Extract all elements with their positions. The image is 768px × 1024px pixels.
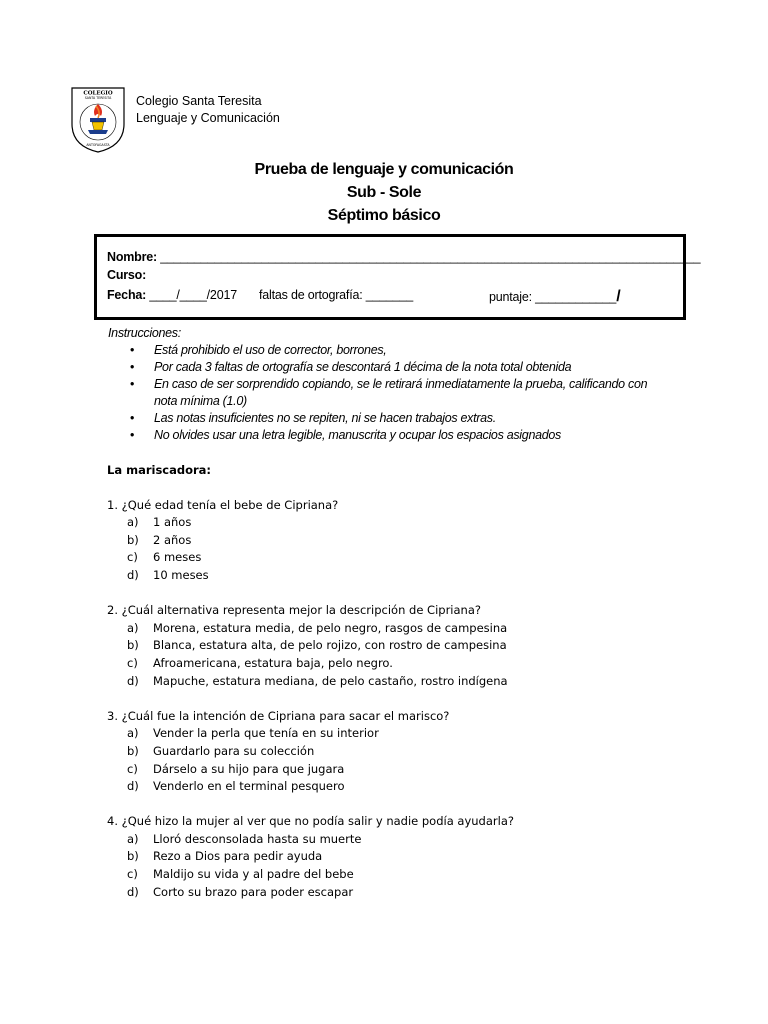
option-text: Morena, estatura media, de pelo negro, rasgos de campesina — [153, 620, 508, 635]
svg-text:COLEGIO: COLEGIO — [83, 90, 113, 97]
option-letter: a) — [127, 515, 139, 530]
question-2 — [107, 602, 707, 690]
option-text: Guardarlo para su colección — [153, 743, 315, 758]
test-title: Prueba de lenguaje y comunicación — [254, 161, 514, 178]
fecha-row — [107, 288, 237, 302]
option-letter: b) — [127, 638, 139, 653]
questions-section — [107, 462, 707, 919]
option-letter: b) — [127, 743, 139, 758]
option-text: Venderlo en el terminal pesquero — [153, 779, 345, 794]
puntaje-field[interactable]: puntaje: ____________ — [489, 290, 617, 304]
option-text: Lloró desconsolada hasta su muerte — [153, 831, 362, 846]
svg-text:ANTOFAGASTA: ANTOFAGASTA — [86, 143, 110, 147]
option-letter: d) — [127, 779, 139, 794]
option-d[interactable] — [107, 673, 707, 691]
option-letter: a) — [127, 831, 139, 846]
option-d[interactable] — [107, 884, 707, 902]
option-text: Mapuche, estatura mediana, de pelo castaño, rostro indígena — [153, 673, 508, 688]
option-a[interactable] — [107, 725, 707, 743]
option-a[interactable] — [107, 831, 707, 849]
option-text: 2 años — [153, 532, 192, 547]
test-grade: Séptimo básico — [327, 207, 441, 224]
option-letter: a) — [127, 726, 139, 741]
option-text: Rezo a Dios para pedir ayuda — [153, 849, 323, 864]
nombre-field[interactable]: ________________________________________________________________________________ — [160, 250, 701, 264]
option-letter: d) — [127, 884, 139, 899]
faltas-field[interactable]: faltas de ortografía: _______ — [259, 288, 414, 302]
instructions-list — [108, 342, 668, 444]
question-text: 2. ¿Cuál alternativa representa mejor la descripción de Cipriana? — [107, 603, 481, 618]
option-letter: c) — [127, 550, 138, 565]
option-text: Dárselo a su hijo para que jugara — [153, 761, 345, 776]
options-list — [107, 725, 707, 795]
option-c[interactable] — [107, 761, 707, 779]
options-list — [107, 620, 707, 690]
option-d[interactable] — [107, 778, 707, 796]
instruction-item: • En caso de ser sorprendido copiando, se le retirará inmediatamente la prueba, calificando con nota mínima (1.0) — [108, 376, 668, 410]
option-d[interactable] — [107, 567, 707, 585]
school-name: Colegio Santa Teresita — [136, 94, 262, 108]
option-letter: d) — [127, 673, 139, 688]
question-text: 1. ¿Qué edad tenía el bebe de Cipriana? — [107, 497, 339, 512]
fecha-label: Fecha: — [107, 288, 147, 302]
curso-label: Curso: — [107, 268, 147, 282]
school-logo — [68, 84, 128, 154]
student-info-box — [94, 234, 701, 320]
option-b[interactable] — [107, 743, 707, 761]
option-a[interactable] — [107, 620, 707, 638]
question-text: 4. ¿Qué hizo la mujer al ver que no podía salir y nadie podía ayudarla? — [107, 814, 514, 829]
option-text: Vender la perla que tenía en su interior — [153, 726, 379, 741]
option-text: 10 meses — [153, 567, 209, 582]
option-letter: d) — [127, 567, 139, 582]
instructions — [108, 325, 668, 444]
question-1 — [107, 497, 707, 585]
option-a[interactable] — [107, 514, 707, 532]
option-c[interactable] — [107, 549, 707, 567]
option-b[interactable] — [107, 637, 707, 655]
question-3 — [107, 708, 707, 796]
instructions-heading: Instrucciones: — [108, 326, 181, 340]
subject-name: Lenguaje y Comunicación — [136, 111, 280, 125]
option-text: 1 años — [153, 515, 192, 530]
fecha-field[interactable]: ____/____/2017 — [149, 288, 237, 302]
option-letter: b) — [127, 532, 139, 547]
instruction-item: • Las notas insuficientes no se repiten, ni se hacen trabajos extras. — [108, 410, 668, 427]
option-text: Corto su brazo para poder escapar — [153, 884, 354, 899]
option-c[interactable] — [107, 866, 707, 884]
option-letter: c) — [127, 761, 138, 776]
option-c[interactable] — [107, 655, 707, 673]
question-text: 3. ¿Cuál fue la intención de Cipriana para sacar el marisco? — [107, 708, 450, 723]
option-letter: a) — [127, 620, 139, 635]
options-list — [107, 831, 707, 901]
option-text: Afroamericana, estatura baja, pelo negro. — [153, 655, 393, 670]
option-text: Blanca, estatura alta, de pelo rojizo, con rostro de campesina — [153, 638, 507, 653]
instruction-item: • Por cada 3 faltas de ortografía se descontará 1 décima de la nota total obtenida — [108, 359, 668, 376]
svg-text:SANTA TERESITA: SANTA TERESITA — [84, 96, 112, 100]
option-text: 6 meses — [153, 550, 202, 565]
test-subtitle: Sub - Sole — [346, 184, 422, 201]
option-letter: c) — [127, 655, 138, 670]
curso-row — [107, 268, 146, 282]
option-letter: c) — [127, 867, 138, 882]
options-list — [107, 514, 707, 584]
nombre-label: Nombre: — [107, 250, 157, 264]
option-b[interactable] — [107, 532, 707, 550]
instruction-item: • No olvides usar una letra legible, manuscrita y ocupar los espacios asignados — [108, 427, 668, 444]
school-header — [136, 93, 280, 127]
nombre-row — [107, 250, 700, 264]
section-title: La mariscadora: — [107, 463, 212, 477]
test-titles — [0, 158, 768, 227]
instruction-item: • Está prohibido el uso de corrector, borrones, — [108, 342, 668, 359]
question-4 — [107, 813, 707, 901]
option-b[interactable] — [107, 848, 707, 866]
option-text: Maldijo su vida y al padre del bebe — [153, 867, 354, 882]
puntaje-row — [489, 288, 620, 306]
option-letter: b) — [127, 849, 139, 864]
puntaje-slash: / — [616, 288, 621, 305]
